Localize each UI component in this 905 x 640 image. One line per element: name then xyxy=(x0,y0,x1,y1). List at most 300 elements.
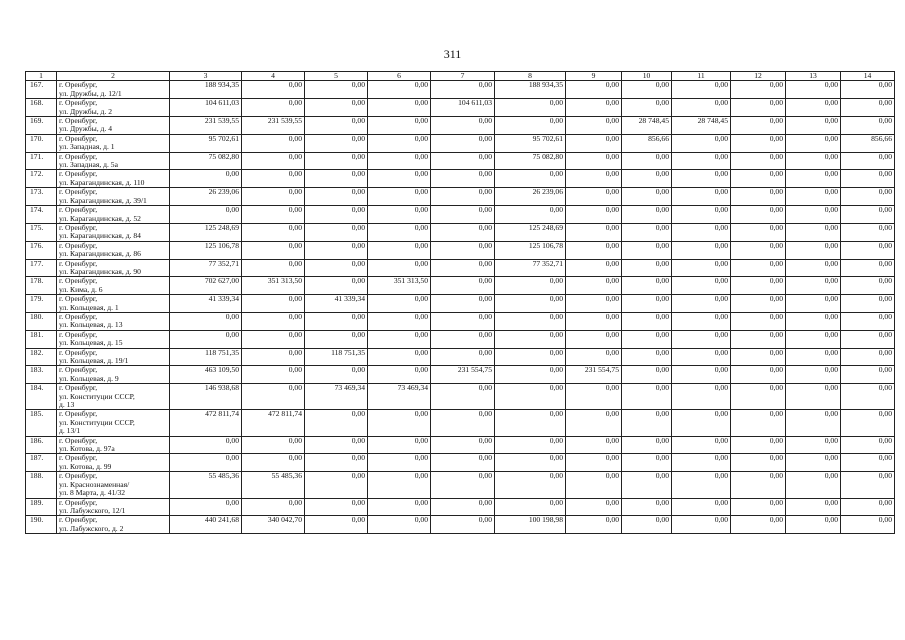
table-row xyxy=(26,330,895,348)
address-line: ул. Западная, д. 1 xyxy=(59,142,115,152)
row-index: 185. xyxy=(26,410,57,436)
column-number-11: 11 xyxy=(672,72,731,81)
amount-cell-col-9: 0,00 xyxy=(566,295,622,313)
address-line: ул. Карагандинская, д. 39/1 xyxy=(59,195,147,205)
address-cell xyxy=(57,223,170,241)
column-number-1: 1 xyxy=(26,72,57,81)
amount-cell-col-6: 0,00 xyxy=(368,188,431,206)
amount-cell-col-6: 0,00 xyxy=(368,134,431,152)
table-row xyxy=(26,277,895,295)
amount-cell-col-10: 0,00 xyxy=(622,472,672,498)
address-line: г. Оренбург, xyxy=(59,383,98,393)
row-index: 177. xyxy=(26,259,57,277)
amount-cell-col-3: 0,00 xyxy=(170,454,242,472)
address-line: г. Оренбург, xyxy=(59,223,98,232)
address-line: г. Оренбург, xyxy=(59,312,98,321)
amount-cell-col-7: 0,00 xyxy=(431,206,495,224)
table-row xyxy=(26,206,895,224)
amount-cell-col-5: 0,00 xyxy=(305,410,368,436)
amount-cell-col-9: 0,00 xyxy=(566,454,622,472)
address-line: ул. Карагандинская, д. 52 xyxy=(59,213,141,223)
amount-cell-col-8: 0,00 xyxy=(495,384,566,410)
address-line: ул. Кольцевая, д. 1 xyxy=(59,302,119,312)
amount-cell-col-14: 0,00 xyxy=(841,498,895,516)
amount-cell-col-7: 231 554,75 xyxy=(431,366,495,384)
amount-cell-col-7: 0,00 xyxy=(431,188,495,206)
amount-cell-col-9: 0,00 xyxy=(566,516,622,534)
amount-cell-col-5: 0,00 xyxy=(305,472,368,498)
amount-cell-col-13: 0,00 xyxy=(786,134,841,152)
amount-cell-col-8: 0,00 xyxy=(495,206,566,224)
amount-cell-col-13: 0,00 xyxy=(786,152,841,170)
amount-cell-col-9: 0,00 xyxy=(566,472,622,498)
amount-cell-col-3: 118 751,35 xyxy=(170,348,242,366)
amount-cell-col-3: 95 702,61 xyxy=(170,134,242,152)
amount-cell-col-4: 55 485,36 xyxy=(242,472,305,498)
amount-cell-col-4: 0,00 xyxy=(242,170,305,188)
amount-cell-col-9: 0,00 xyxy=(566,410,622,436)
address-line: г. Оренбург, xyxy=(59,330,98,339)
amount-cell-col-7: 0,00 xyxy=(431,259,495,277)
amount-cell-col-10: 856,66 xyxy=(622,134,672,152)
amount-cell-col-13: 0,00 xyxy=(786,366,841,384)
amount-cell-col-13: 0,00 xyxy=(786,295,841,313)
amount-cell-col-4: 0,00 xyxy=(242,454,305,472)
amount-cell-col-10: 0,00 xyxy=(622,516,672,534)
amount-cell-col-14: 0,00 xyxy=(841,81,895,99)
table-row xyxy=(26,312,895,330)
amount-cell-col-5: 0,00 xyxy=(305,312,368,330)
amount-cell-col-11: 0,00 xyxy=(672,348,731,366)
amount-cell-col-10: 0,00 xyxy=(622,312,672,330)
amount-cell-col-4: 472 811,74 xyxy=(242,410,305,436)
amount-cell-col-13: 0,00 xyxy=(786,436,841,454)
amount-cell-col-8: 75 082,80 xyxy=(495,152,566,170)
amount-cell-col-9: 0,00 xyxy=(566,99,622,117)
amount-cell-col-8: 0,00 xyxy=(495,99,566,117)
amount-cell-col-12: 0,00 xyxy=(731,152,786,170)
address-cell xyxy=(57,134,170,152)
amount-cell-col-10: 0,00 xyxy=(622,170,672,188)
amount-cell-col-8: 0,00 xyxy=(495,277,566,295)
amount-cell-col-6: 0,00 xyxy=(368,152,431,170)
amount-cell-col-8: 0,00 xyxy=(495,117,566,135)
table-row xyxy=(26,454,895,472)
amount-cell-col-3: 104 611,03 xyxy=(170,99,242,117)
address-line: г. Оренбург, xyxy=(59,116,98,126)
amount-cell-col-9: 0,00 xyxy=(566,188,622,206)
amount-cell-col-7: 0,00 xyxy=(431,295,495,313)
amount-cell-col-5: 0,00 xyxy=(305,223,368,241)
amount-cell-col-10: 0,00 xyxy=(622,366,672,384)
amount-cell-col-8: 125 106,78 xyxy=(495,241,566,259)
address-line: г. Оренбург, xyxy=(59,80,98,90)
amount-cell-col-10: 0,00 xyxy=(622,330,672,348)
amount-cell-col-6: 0,00 xyxy=(368,454,431,472)
column-number-14: 14 xyxy=(841,72,895,81)
amount-cell-col-11: 0,00 xyxy=(672,152,731,170)
table-row xyxy=(26,410,895,436)
amount-cell-col-7: 104 611,03 xyxy=(431,99,495,117)
amount-cell-col-14: 0,00 xyxy=(841,472,895,498)
table-row xyxy=(26,117,895,135)
amount-cell-col-13: 0,00 xyxy=(786,516,841,534)
table-row xyxy=(26,241,895,259)
amount-cell-col-14: 0,00 xyxy=(841,366,895,384)
amount-cell-col-10: 0,00 xyxy=(622,384,672,410)
amount-cell-col-13: 0,00 xyxy=(786,81,841,99)
amount-cell-col-10: 0,00 xyxy=(622,206,672,224)
amount-cell-col-9: 0,00 xyxy=(566,117,622,135)
amount-cell-col-13: 0,00 xyxy=(786,410,841,436)
amount-cell-col-12: 0,00 xyxy=(731,516,786,534)
amount-cell-col-14: 0,00 xyxy=(841,259,895,277)
amount-cell-col-11: 0,00 xyxy=(672,454,731,472)
address-cell xyxy=(57,384,170,410)
amount-cell-col-12: 0,00 xyxy=(731,498,786,516)
amount-cell-col-4: 0,00 xyxy=(242,206,305,224)
address-line: ул. Лабужского, 12/1 xyxy=(59,505,126,515)
amount-cell-col-4: 0,00 xyxy=(242,81,305,99)
amount-cell-col-14: 0,00 xyxy=(841,330,895,348)
amount-cell-col-8: 0,00 xyxy=(495,366,566,384)
amount-cell-col-4: 0,00 xyxy=(242,134,305,152)
amount-cell-col-13: 0,00 xyxy=(786,498,841,516)
table-row xyxy=(26,366,895,384)
amount-cell-col-5: 0,00 xyxy=(305,134,368,152)
amount-cell-col-9: 0,00 xyxy=(566,498,622,516)
row-index: 184. xyxy=(26,384,57,410)
table-row xyxy=(26,152,895,170)
address-line: г. Оренбург, xyxy=(59,498,98,507)
amount-cell-col-12: 0,00 xyxy=(731,454,786,472)
amount-cell-col-5: 0,00 xyxy=(305,170,368,188)
table-row xyxy=(26,384,895,410)
amount-cell-col-3: 77 352,71 xyxy=(170,259,242,277)
amount-cell-col-10: 0,00 xyxy=(622,259,672,277)
amount-cell-col-3: 0,00 xyxy=(170,498,242,516)
amount-cell-col-14: 0,00 xyxy=(841,454,895,472)
amount-cell-col-13: 0,00 xyxy=(786,117,841,135)
address-line: ул. Карагандинская, д. 84 xyxy=(59,231,141,241)
table-row xyxy=(26,188,895,206)
address-line: г. Оренбург, xyxy=(59,515,98,525)
address-cell xyxy=(57,330,170,348)
amount-cell-col-14: 0,00 xyxy=(841,241,895,259)
amount-cell-col-10: 0,00 xyxy=(622,99,672,117)
table-row xyxy=(26,498,895,516)
amount-cell-col-13: 0,00 xyxy=(786,312,841,330)
amount-cell-col-11: 0,00 xyxy=(672,206,731,224)
amount-cell-col-13: 0,00 xyxy=(786,206,841,224)
amount-cell-col-5: 0,00 xyxy=(305,81,368,99)
amount-cell-col-14: 0,00 xyxy=(841,223,895,241)
amount-cell-col-9: 0,00 xyxy=(566,152,622,170)
amount-cell-col-7: 0,00 xyxy=(431,277,495,295)
amount-cell-col-6: 0,00 xyxy=(368,259,431,277)
amount-cell-col-6: 0,00 xyxy=(368,498,431,516)
amount-cell-col-7: 0,00 xyxy=(431,134,495,152)
amount-cell-col-5: 0,00 xyxy=(305,117,368,135)
amount-cell-col-6: 0,00 xyxy=(368,241,431,259)
address-line: г. Оренбург, xyxy=(59,98,98,108)
amount-cell-col-14: 0,00 xyxy=(841,410,895,436)
amount-cell-col-4: 0,00 xyxy=(242,330,305,348)
amount-cell-col-11: 0,00 xyxy=(672,99,731,117)
amount-cell-col-11: 0,00 xyxy=(672,188,731,206)
address-line: г. Оренбург, xyxy=(59,409,98,419)
amount-cell-col-10: 0,00 xyxy=(622,152,672,170)
amount-cell-col-9: 0,00 xyxy=(566,170,622,188)
amount-cell-col-11: 0,00 xyxy=(672,312,731,330)
column-number-13: 13 xyxy=(786,72,841,81)
address-line: г. Оренбург, xyxy=(59,241,98,250)
amount-cell-col-11: 0,00 xyxy=(672,472,731,498)
amount-cell-col-11: 28 748,45 xyxy=(672,117,731,135)
amount-cell-col-8: 0,00 xyxy=(495,295,566,313)
address-line: ул. Конституции СССР, xyxy=(59,391,135,401)
table-row xyxy=(26,170,895,188)
address-line: г. Оренбург, xyxy=(59,187,98,197)
amount-cell-col-3: 26 239,06 xyxy=(170,188,242,206)
address-line: ул. Кольцевая, д. 13 xyxy=(59,320,123,330)
table-row xyxy=(26,81,895,99)
row-index: 181. xyxy=(26,330,57,348)
address-cell xyxy=(57,410,170,436)
address-line: ул. Краснознаменная/ xyxy=(59,479,130,489)
table-body xyxy=(26,81,895,534)
amount-cell-col-11: 0,00 xyxy=(672,223,731,241)
address-cell xyxy=(57,295,170,313)
amount-cell-col-10: 0,00 xyxy=(622,188,672,206)
column-number-12: 12 xyxy=(731,72,786,81)
address-line: г. Оренбург, xyxy=(59,276,98,286)
amount-cell-col-11: 0,00 xyxy=(672,295,731,313)
amount-cell-col-5: 0,00 xyxy=(305,330,368,348)
table-row xyxy=(26,295,895,313)
amount-cell-col-8: 26 239,06 xyxy=(495,188,566,206)
amount-cell-col-10: 0,00 xyxy=(622,410,672,436)
amount-cell-col-12: 0,00 xyxy=(731,206,786,224)
amount-cell-col-11: 0,00 xyxy=(672,241,731,259)
amount-cell-col-4: 340 042,70 xyxy=(242,516,305,534)
amount-cell-col-4: 0,00 xyxy=(242,295,305,313)
address-line: г. Оренбург, xyxy=(59,365,98,375)
amount-cell-col-14: 0,00 xyxy=(841,188,895,206)
amount-cell-col-5: 118 751,35 xyxy=(305,348,368,366)
address-line: ул. Кима, д. 6 xyxy=(59,284,103,294)
row-index: 173. xyxy=(26,188,57,206)
amount-cell-col-10: 0,00 xyxy=(622,81,672,99)
amount-cell-col-14: 0,00 xyxy=(841,516,895,534)
address-cell xyxy=(57,188,170,206)
amount-cell-col-11: 0,00 xyxy=(672,436,731,454)
amount-cell-col-9: 0,00 xyxy=(566,348,622,366)
amount-cell-col-12: 0,00 xyxy=(731,241,786,259)
budget-table xyxy=(25,71,895,534)
amount-cell-col-3: 440 241,68 xyxy=(170,516,242,534)
amount-cell-col-13: 0,00 xyxy=(786,223,841,241)
amount-cell-col-3: 75 082,80 xyxy=(170,152,242,170)
amount-cell-col-6: 0,00 xyxy=(368,223,431,241)
address-line: г. Оренбург, xyxy=(59,453,98,463)
amount-cell-col-4: 0,00 xyxy=(242,99,305,117)
row-index: 186. xyxy=(26,436,57,454)
amount-cell-col-9: 0,00 xyxy=(566,81,622,99)
amount-cell-col-5: 0,00 xyxy=(305,241,368,259)
address-cell xyxy=(57,277,170,295)
address-line: ул. Карагандинская, д. 86 xyxy=(59,249,141,259)
amount-cell-col-4: 0,00 xyxy=(242,498,305,516)
amount-cell-col-8: 77 352,71 xyxy=(495,259,566,277)
address-line: ул. Котова, д. 97а xyxy=(59,444,115,454)
amount-cell-col-14: 0,00 xyxy=(841,99,895,117)
amount-cell-col-4: 0,00 xyxy=(242,223,305,241)
address-cell xyxy=(57,152,170,170)
row-index: 189. xyxy=(26,498,57,516)
row-index: 188. xyxy=(26,472,57,498)
amount-cell-col-14: 0,00 xyxy=(841,312,895,330)
amount-cell-col-5: 0,00 xyxy=(305,188,368,206)
row-index: 169. xyxy=(26,117,57,135)
amount-cell-col-12: 0,00 xyxy=(731,348,786,366)
amount-cell-col-9: 0,00 xyxy=(566,277,622,295)
address-line: ул. Кольцевая, д. 9 xyxy=(59,373,119,383)
amount-cell-col-12: 0,00 xyxy=(731,436,786,454)
amount-cell-col-5: 0,00 xyxy=(305,152,368,170)
amount-cell-col-3: 125 106,78 xyxy=(170,241,242,259)
amount-cell-col-5: 0,00 xyxy=(305,206,368,224)
amount-cell-col-10: 0,00 xyxy=(622,436,672,454)
amount-cell-col-8: 0,00 xyxy=(495,436,566,454)
column-number-8: 8 xyxy=(495,72,566,81)
amount-cell-col-7: 0,00 xyxy=(431,348,495,366)
amount-cell-col-12: 0,00 xyxy=(731,410,786,436)
row-index: 171. xyxy=(26,152,57,170)
address-line: ул. Карагандинская, д. 90 xyxy=(59,266,141,276)
row-index: 175. xyxy=(26,223,57,241)
amount-cell-col-5: 0,00 xyxy=(305,516,368,534)
amount-cell-col-4: 0,00 xyxy=(242,366,305,384)
amount-cell-col-3: 0,00 xyxy=(170,312,242,330)
column-number-row xyxy=(26,72,895,81)
amount-cell-col-3: 231 539,55 xyxy=(170,117,242,135)
amount-cell-col-9: 0,00 xyxy=(566,134,622,152)
column-number-5: 5 xyxy=(305,72,368,81)
amount-cell-col-8: 0,00 xyxy=(495,472,566,498)
amount-cell-col-10: 28 748,45 xyxy=(622,117,672,135)
address-line: ул. Западная, д. 5а xyxy=(59,160,118,170)
amount-cell-col-7: 0,00 xyxy=(431,81,495,99)
amount-cell-col-12: 0,00 xyxy=(731,99,786,117)
amount-cell-col-14: 0,00 xyxy=(841,152,895,170)
address-cell xyxy=(57,366,170,384)
table-row xyxy=(26,259,895,277)
amount-cell-col-13: 0,00 xyxy=(786,259,841,277)
amount-cell-col-4: 0,00 xyxy=(242,152,305,170)
amount-cell-col-7: 0,00 xyxy=(431,454,495,472)
amount-cell-col-12: 0,00 xyxy=(731,366,786,384)
amount-cell-col-6: 0,00 xyxy=(368,99,431,117)
row-index: 178. xyxy=(26,277,57,295)
amount-cell-col-11: 0,00 xyxy=(672,170,731,188)
amount-cell-col-13: 0,00 xyxy=(786,384,841,410)
amount-cell-col-9: 0,00 xyxy=(566,241,622,259)
address-line: ул. Конституции СССР, xyxy=(59,417,135,427)
amount-cell-col-6: 0,00 xyxy=(368,410,431,436)
amount-cell-col-7: 0,00 xyxy=(431,330,495,348)
amount-cell-col-14: 0,00 xyxy=(841,295,895,313)
address-cell xyxy=(57,436,170,454)
amount-cell-col-12: 0,00 xyxy=(731,312,786,330)
address-line: г. Оренбург, xyxy=(59,294,98,304)
amount-cell-col-10: 0,00 xyxy=(622,498,672,516)
amount-cell-col-12: 0,00 xyxy=(731,277,786,295)
address-line: ул. Лабужского, д. 2 xyxy=(59,523,124,533)
amount-cell-col-6: 0,00 xyxy=(368,312,431,330)
amount-cell-col-12: 0,00 xyxy=(731,384,786,410)
address-line: г. Оренбург, xyxy=(59,169,98,179)
amount-cell-col-8: 0,00 xyxy=(495,170,566,188)
address-line: ул. Кольцевая, д. 19/1 xyxy=(59,356,129,365)
amount-cell-col-11: 0,00 xyxy=(672,259,731,277)
amount-cell-col-6: 0,00 xyxy=(368,81,431,99)
amount-cell-col-13: 0,00 xyxy=(786,330,841,348)
address-line: ул. Дружбы, д. 12/1 xyxy=(59,88,122,98)
row-index: 190. xyxy=(26,516,57,534)
amount-cell-col-4: 231 539,55 xyxy=(242,117,305,135)
amount-cell-col-13: 0,00 xyxy=(786,99,841,117)
row-index: 180. xyxy=(26,312,57,330)
amount-cell-col-6: 0,00 xyxy=(368,295,431,313)
amount-cell-col-14: 0,00 xyxy=(841,277,895,295)
table-row xyxy=(26,223,895,241)
address-line: ул. Дружбы, д. 4 xyxy=(59,124,112,134)
amount-cell-col-11: 0,00 xyxy=(672,134,731,152)
amount-cell-col-7: 0,00 xyxy=(431,498,495,516)
amount-cell-col-6: 0,00 xyxy=(368,330,431,348)
amount-cell-col-8: 0,00 xyxy=(495,330,566,348)
column-number-4: 4 xyxy=(242,72,305,81)
address-cell xyxy=(57,498,170,516)
amount-cell-col-12: 0,00 xyxy=(731,134,786,152)
amount-cell-col-4: 0,00 xyxy=(242,259,305,277)
amount-cell-col-5: 0,00 xyxy=(305,436,368,454)
table-row xyxy=(26,99,895,117)
amount-cell-col-3: 472 811,74 xyxy=(170,410,242,436)
row-index: 168. xyxy=(26,99,57,117)
address-cell xyxy=(57,259,170,277)
address-cell xyxy=(57,516,170,534)
amount-cell-col-12: 0,00 xyxy=(731,117,786,135)
column-number-6: 6 xyxy=(368,72,431,81)
address-line: ул. Дружбы, д. 2 xyxy=(59,106,112,116)
amount-cell-col-7: 0,00 xyxy=(431,152,495,170)
amount-cell-col-5: 0,00 xyxy=(305,259,368,277)
amount-cell-col-9: 0,00 xyxy=(566,206,622,224)
amount-cell-col-6: 0,00 xyxy=(368,516,431,534)
amount-cell-col-8: 95 702,61 xyxy=(495,134,566,152)
address-cell xyxy=(57,81,170,99)
amount-cell-col-11: 0,00 xyxy=(672,498,731,516)
amount-cell-col-6: 0,00 xyxy=(368,472,431,498)
amount-cell-col-5: 0,00 xyxy=(305,277,368,295)
amount-cell-col-5: 0,00 xyxy=(305,498,368,516)
amount-cell-col-3: 0,00 xyxy=(170,170,242,188)
amount-cell-col-4: 0,00 xyxy=(242,188,305,206)
amount-cell-col-14: 0,00 xyxy=(841,206,895,224)
amount-cell-col-9: 0,00 xyxy=(566,259,622,277)
